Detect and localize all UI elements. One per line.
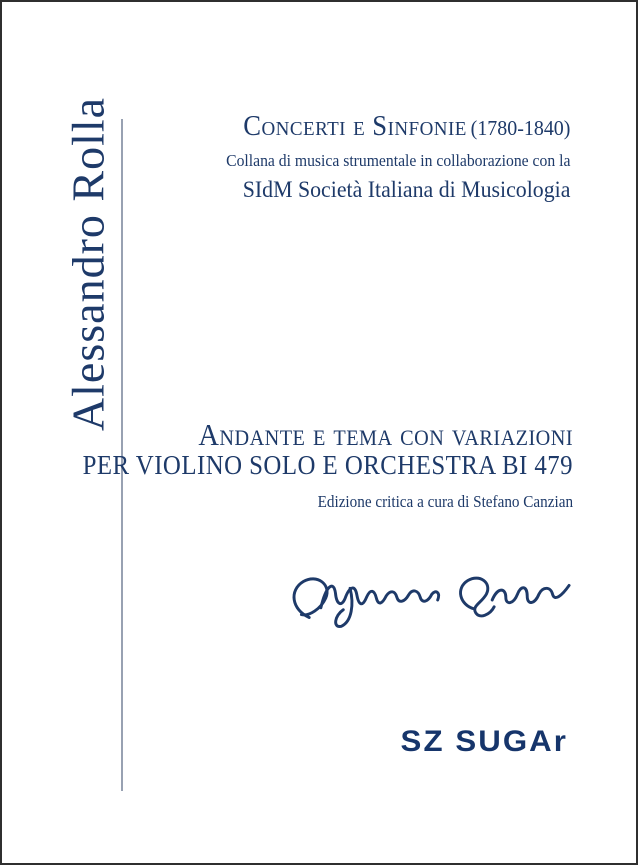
series-subtitle: Collana di musica strumentale in collaborazione con la [225, 150, 570, 170]
series-years: (1780-1840) [470, 116, 570, 140]
author-signature-graphic [280, 564, 572, 636]
edition-credit: Edizione critica a cura di Stefano Canzian [317, 492, 573, 512]
work-title-line2: PER VIOLINO SOLO E ORCHESTRA BI 479 [82, 450, 573, 480]
work-title-line1: Andante e tema con variazioni [198, 417, 573, 452]
series-title-line [226, 112, 570, 143]
series-header-block [226, 112, 570, 203]
author-name-vertical: Alessandro Rolla [62, 96, 114, 432]
series-title: Concerti e Sinfonie [242, 111, 467, 142]
work-title-block [83, 419, 573, 512]
publisher-logo: SZ SUGAr [400, 725, 568, 758]
series-society: SIdM Società Italiana di Musicologia [242, 176, 570, 202]
